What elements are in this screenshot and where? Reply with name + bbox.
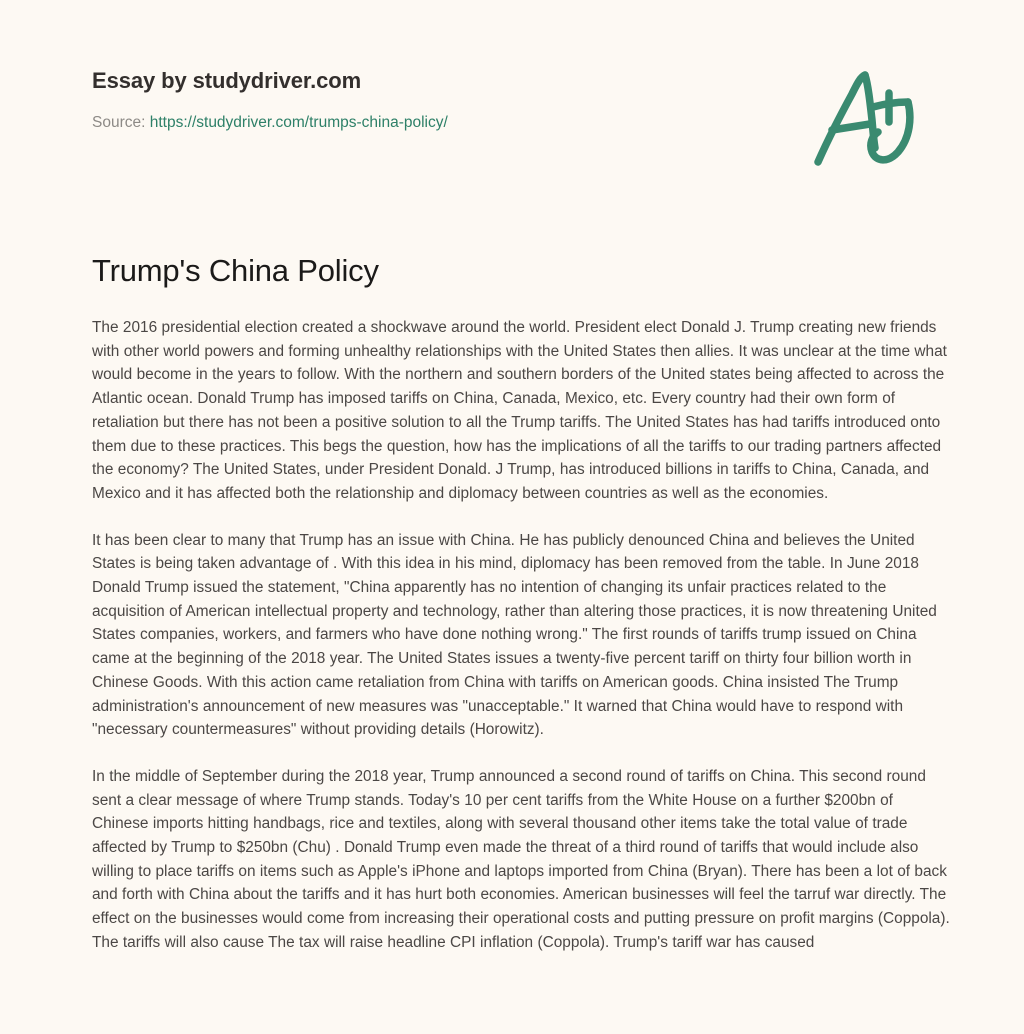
a-plus-logo-icon	[810, 62, 920, 174]
page-title: Trump's China Policy	[92, 253, 379, 288]
essay-byline: Essay by studydriver.com	[92, 68, 362, 93]
paragraph: It has been clear to many that Trump has an issue with China. He has publicly denounced China and believes the United States is being taken advantage of . With this idea in his mind, diplomacy has been removed from the table. In June 2018 Donald Trump issued the statement, "China apparently has no intention of changing its unfair practices related to the acquisition of American intellectual property and technology, rather than altering those practices, it is now threatening United States companies, workers, and farmers who have done nothing wrong." The first rounds of tariffs trump issued on China came at the beginning of the 2018 year. The United States issues a twenty-five percent tariff on thirty four billion worth in Chinese Goods. With this action came retaliation from China with tariffs on American goods. China insisted The Trump administration's announcement of new measures was "unacceptable." It warned that China would have to respond with "necessary countermeasures" without providing details (Horowitz).	[92, 531, 937, 739]
essay-body	[92, 316, 950, 955]
a-plus-logo	[810, 62, 920, 174]
source-url-link[interactable]: https://studydriver.com/trumps-china-policy/	[149, 114, 448, 131]
document-header	[92, 66, 732, 133]
paragraph: In the middle of September during the 2018 year, Trump announced a second round of tariffs on China. This second round sent a clear message of where Trump stands. Today's 10 per cent tariffs from the White House on a further $200bn of Chinese imports hitting handbags, rice and textiles, along with several thousand other items take the total value of trade affected by Trump to $250bn (Chu) . Donald Trump even made the threat of a third round of tariffs that would include also willing to place tariffs on items such as Apple's iPhone and laptops imported from China (Bryan). There has been a lot of back and forth with China about the tariffs and it has hurt both economies. American businesses will feel the tarruf war directly. The effect on the businesses would come from increasing their operational costs and putting pressure on profit margins (Coppola). The tariffs will also cause The tax will raise headline CPI inflation (Coppola). Trump's tariff war has caused	[92, 767, 950, 951]
source-label: Source:	[92, 114, 150, 131]
source-line	[92, 113, 732, 133]
paragraph: The 2016 presidential election created a shockwave around the world. President elect Donald J. Trump creating new friends with other world powers and forming unhealthy relationships with the United States then allies. It was unclear at the time what would become in the years to follow. With the northern and southern borders of the United states being affected to across the Atlantic ocean. Donald Trump has imposed tariffs on China, Canada, Mexico, etc. Every country had their own form of retaliation but there has not been a positive solution to all the Trump tariffs. The United States has had tariffs introduced onto them due to these practices. This begs the question, how has the implications of all the tariffs to our trading partners affected the economy? The United States, under President Donald. J Trump, has introduced billions in tariffs to China, Canada, and Mexico and it has affected both the relationship and diplomacy between countries as well as the economies.	[92, 319, 947, 502]
